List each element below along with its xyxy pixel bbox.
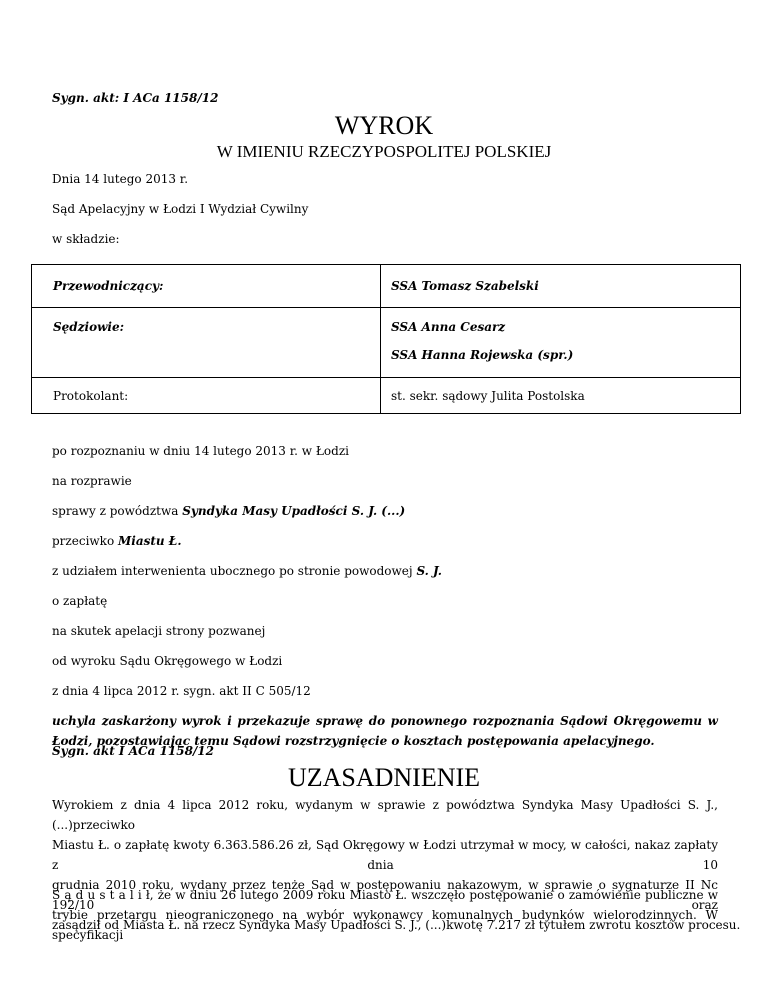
p2-line-2: trybie przetargu nieograniczonego na wybór wykonawcy komunalnych budynków wielorodzinnych. W specyfikacji bbox=[52, 908, 718, 942]
plaintiff-prefix: sprawy z powództwa bbox=[52, 504, 183, 518]
proceedings-line-6: o zapłatę bbox=[52, 594, 108, 608]
intervener-prefix: z udziałem interwenienta ubocznego po stronie powodowej bbox=[52, 564, 417, 578]
proceedings-line-3 bbox=[52, 503, 405, 519]
judges-label: Sędziowie: bbox=[53, 320, 125, 334]
p2-line-1: S ą d u s t a l i ł, że w dniu 26 lutego 2009 roku Miasto Ł. wszczęło postępowanie o zamówienie publiczne w bbox=[52, 888, 718, 902]
judge-1: SSA Anna Cesarz bbox=[391, 320, 506, 334]
court-name: Sąd Apelacyjny w Łodzi I Wydział Cywilny bbox=[52, 202, 309, 216]
p1-line-2: Miastu Ł. o zapłatę kwoty 6.363.586.26 zł, Sąd Okręgowy w Łodzi utrzymał w mocy, w całości, nakaz zapłaty z dnia 10 bbox=[52, 838, 718, 872]
proceedings-line-8: od wyroku Sądu Okręgowego w Łodzi bbox=[52, 654, 283, 668]
ruling-line-2: Łodzi, pozostawiając temu Sądowi rozstrzygnięcie o kosztach postępowania apelacyjnego. bbox=[52, 734, 655, 748]
plaintiff-party: Syndyka Masy Upadłości S. J. (...) bbox=[182, 504, 406, 518]
p1-line-1: Wyrokiem z dnia 4 lipca 2012 roku, wydanym w sprawie z powództwa Syndyka Masy Upadłości S. J., (...)przeciwko bbox=[52, 798, 718, 832]
chair-value: SSA Tomasz Szabelski bbox=[391, 279, 539, 293]
judgment-subtitle: W IMIENIU RZECZYPOSPOLITEJ POLSKIEJ bbox=[216, 142, 552, 161]
proceedings-line-2: na rozprawie bbox=[52, 474, 132, 488]
proceedings-line-5 bbox=[52, 563, 442, 579]
defendant-prefix: przeciwko bbox=[52, 534, 118, 548]
p1-line-3: grudnia 2010 roku, wydany przez tenże Sąd w postępowaniu nakazowym, w sprawie o sygnaturze II Nc 192/10 oraz bbox=[52, 878, 718, 912]
composition-table bbox=[31, 264, 741, 414]
composition-intro: w składzie: bbox=[52, 232, 120, 246]
judge-2: SSA Hanna Rojewska (spr.) bbox=[391, 348, 574, 362]
proceedings-line-4 bbox=[52, 533, 182, 549]
justification-paragraph-2 bbox=[52, 885, 741, 945]
clerk-label: Protokolant: bbox=[53, 389, 129, 403]
clerk-value: st. sekr. sądowy Julita Postolska bbox=[391, 389, 585, 403]
proceedings-line-1: po rozpoznaniu w dniu 14 lutego 2013 r. w Łodzi bbox=[52, 444, 349, 458]
proceedings-line-7: na skutek apelacji strony pozwanej bbox=[52, 624, 266, 638]
case-signature-top: Sygn. akt: I ACa 1158/12 bbox=[52, 91, 219, 105]
judgment-title: WYROK bbox=[334, 111, 434, 140]
intervener-party: S. J. bbox=[416, 564, 442, 578]
justification-heading: UZASADNIENIE bbox=[287, 763, 481, 792]
case-signature-justification: Sygn. akt I ACa 1158/12 bbox=[52, 744, 215, 758]
chair-label: Przewodniczący: bbox=[53, 279, 164, 293]
ruling-line-1: uchyla zaskarżony wyrok i przekazuje sprawę do ponownego rozpoznania Sądowi Okręgowemu w bbox=[52, 714, 718, 728]
defendant-party: Miastu Ł. bbox=[117, 534, 182, 548]
judgment-date: Dnia 14 lutego 2013 r. bbox=[52, 172, 189, 186]
p1-line-4: zasądził od Miasta Ł. na rzecz Syndyka Masy Upadłości S. J., (...)kwotę 7.217 zł tytułem zwrotu kosztów procesu. bbox=[52, 918, 741, 932]
proceedings-line-9: z dnia 4 lipca 2012 r. sygn. akt II C 505/12 bbox=[52, 684, 311, 698]
